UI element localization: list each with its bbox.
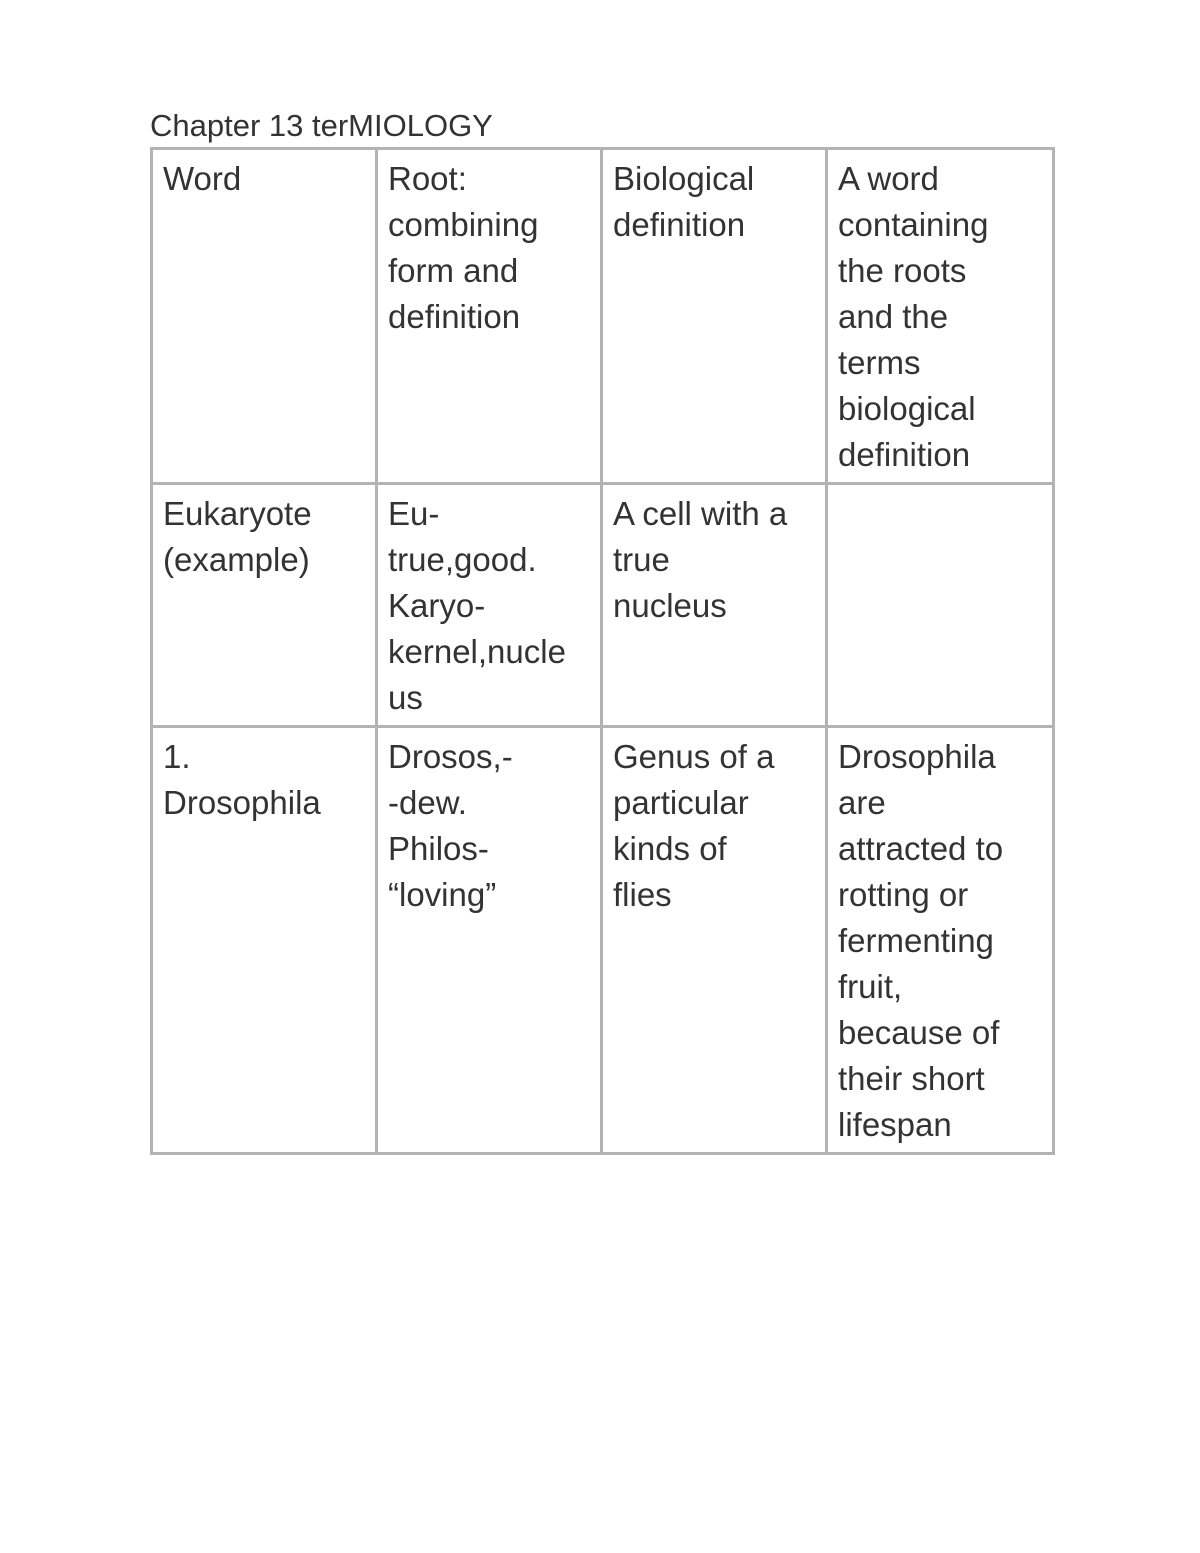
cell-example-word: [827, 484, 1054, 727]
cell-word: 1. Drosophila: [152, 727, 377, 1154]
header-biological-definition: Biological definition: [602, 149, 827, 484]
cell-word: Eukaryote (example): [152, 484, 377, 727]
table-row: [152, 484, 1054, 727]
table-row: [152, 727, 1054, 1154]
cell-example-word: Drosophila are attracted to rotting or fermenting fruit, because of their short lifespan: [827, 727, 1054, 1154]
terminology-table: [150, 147, 1055, 1155]
cell-root: Drosos,- -dew. Philos- “loving”: [377, 727, 602, 1154]
header-root: Root: combining form and definition: [377, 149, 602, 484]
cell-biological-definition: A cell with a true nucleus: [602, 484, 827, 727]
header-example-word: A word containing the roots and the terms biological definition: [827, 149, 1054, 484]
cell-root: Eu- true,good. Karyo- kernel,nucle us: [377, 484, 602, 727]
cell-biological-definition: Genus of a particular kinds of flies: [602, 727, 827, 1154]
header-word: Word: [152, 149, 377, 484]
table-header-row: [152, 149, 1054, 484]
page-title: Chapter 13 terMIOLOGY: [150, 108, 493, 143]
